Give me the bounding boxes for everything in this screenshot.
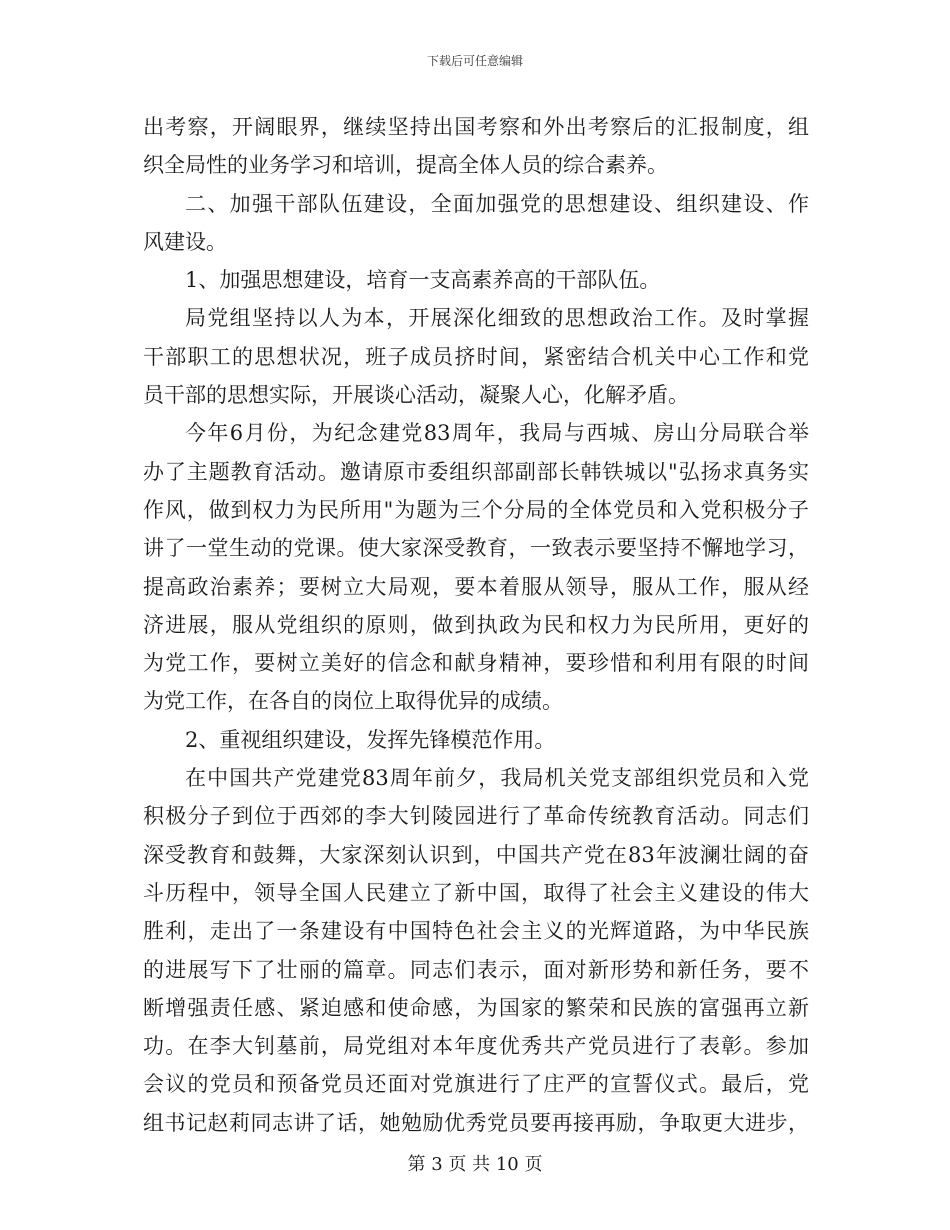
text-line: 作风，做到权力为民所用"为题为三个分局的全体党员和入党积极分子 (143, 497, 809, 522)
document-body (143, 108, 809, 1142)
text-line: 会议的党员和预备党员还面对党旗进行了庄严的宣誓仪式。最后，党 (143, 1072, 809, 1097)
text-line: 干部职工的思想状况，班子成员挤时间，紧密结合机关中心工作和党 (143, 344, 809, 369)
text-line: 济进展，服从党组织的原则，做到执政为民和权力为民所用，更好的 (143, 612, 809, 637)
page-header: 下载后可任意编辑 (426, 54, 523, 68)
text-line: 胜利，走出了一条建设有中国特色社会主义的光辉道路，为中华民族 (143, 919, 809, 944)
text-line: 断增强责任感、紧迫感和使命感，为国家的繁荣和民族的富强再立新 (143, 995, 809, 1020)
text-line: 出考察，开阔眼界，继续坚持出国考察和外出考察后的汇报制度，组 (143, 115, 809, 139)
text-line: 讲了一堂生动的党课。使大家深受教育，一致表示要坚持不懈地学习， (143, 536, 809, 561)
text-line: 2、重视组织建设，发挥先锋模范作用。 (185, 727, 556, 752)
text-line: 局党组坚持以人为本，开展深化细致的思想政治工作。及时掌握 (185, 306, 809, 331)
text-line: 为党工作，在各自的岗位上取得优异的成绩。 (143, 689, 563, 714)
text-line: 积极分子到位于西郊的李大钊陵园进行了革命传统教育活动。同志们 (143, 804, 809, 829)
text-line: 办了主题教育活动。邀请原市委组织部副部长韩铁城以"弘扬求真务实 (143, 459, 809, 484)
text-line: 斗历程中，领导全国人民建立了新中国，取得了社会主义建设的伟大 (143, 880, 809, 905)
text-line: 在中国共产党建党83周年前夕，我局机关党支部组织党员和入党 (185, 766, 809, 791)
text-line: 今年6月份，为纪念建党83周年，我局与西城、房山分局联合举 (185, 421, 809, 446)
text-line: 风建设。 (143, 229, 227, 254)
text-line: 二、加强干部队伍建设，全面加强党的思想建设、组织建设、作 (185, 191, 809, 216)
page-footer: 第 3 页 共 10 页 (407, 1154, 543, 1175)
text-line: 深受教育和鼓舞，大家深刻认识到，中国共产党在83年波澜壮阔的奋 (143, 842, 809, 867)
text-line: 1、加强思想建设，培育一支高素养高的干部队伍。 (185, 268, 661, 293)
text-line: 提高政治素养；要树立大局观，要本着服从领导，服从工作，服从经 (143, 574, 809, 599)
text-line: 为党工作，要树立美好的信念和献身精神，要珍惜和利用有限的时间 (143, 651, 809, 676)
text-line: 员干部的思想实际，开展谈心活动，凝聚人心，化解矛盾。 (143, 383, 689, 408)
text-line: 组书记赵莉同志讲了话，她勉励优秀党员要再接再励，争取更大进步， (143, 1110, 809, 1135)
text-line: 织全局性的业务学习和培训，提高全体人员的综合素养。 (143, 153, 668, 178)
text-line: 的进展写下了壮丽的篇章。同志们表示，面对新形势和新任务，要不 (143, 957, 809, 982)
text-line: 功。在李大钊墓前，局党组对本年度优秀共产党员进行了表彰。参加 (143, 1034, 809, 1059)
